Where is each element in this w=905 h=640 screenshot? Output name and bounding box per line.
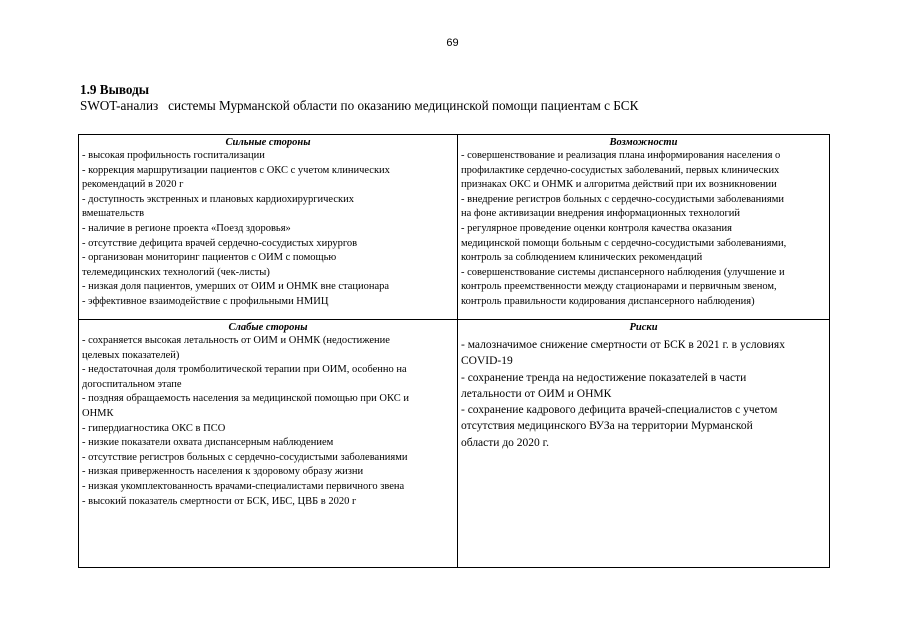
swot-table	[78, 134, 830, 568]
section-subheading: SWOT-анализ системы Мурманской области по оказанию медицинской помощи пациентам с БСК	[80, 98, 639, 113]
strengths-line: - низкая доля пациентов, умерших от ОИМ и ОНМК вне стационара	[82, 281, 390, 293]
strengths-line: - эффективное взаимодействие с профильными НМИЦ	[82, 295, 329, 307]
strengths-line: - коррекция маршрутизации пациентов с ОКС с учетом клинических	[82, 164, 390, 176]
opportunities-line: контроль за соблюдением клинических рекомендаций	[461, 252, 703, 264]
threats-line: - сохранение кадрового дефицита врачей-специалистов с учетом	[461, 404, 778, 417]
opportunities-title: Возможности	[609, 137, 678, 148]
opportunities-cell	[458, 135, 830, 320]
strengths-line: - доступность экстренных и плановых кардиохирургических	[82, 193, 354, 205]
swot-row-top	[79, 135, 830, 320]
threats-cell	[458, 320, 830, 568]
weaknesses-line: - низкая приверженность населения к здоровому образу жизни	[82, 466, 364, 478]
opportunities-line: контроль преемственности между стационарами и первичным звеном,	[461, 281, 777, 293]
threats-line: области до 2020 г.	[461, 436, 549, 449]
weaknesses-list	[82, 334, 454, 509]
weaknesses-line: - низкие показатели охвата диспансерным наблюдением	[82, 437, 334, 449]
strengths-line: - высокая профильность госпитализации	[82, 150, 265, 161]
strengths-list	[82, 149, 454, 310]
weaknesses-line: - сохраняется высокая летальность от ОИМ и ОНМК (недостижение	[82, 335, 390, 346]
opportunities-line: - внедрение регистров больных с сердечно-сосудистыми заболеваниями	[461, 193, 784, 205]
threats-list	[461, 334, 826, 451]
weaknesses-line: - поздняя обращаемость населения за медицинской помощью при ОКС и	[82, 393, 409, 405]
opportunities-line: контроль правильности кодирования диспансерного наблюдения)	[461, 295, 755, 307]
weaknesses-line: целевых показателей)	[82, 349, 180, 361]
strengths-line: - наличие в регионе проекта «Поезд здоровья»	[82, 222, 291, 234]
strengths-line: телемедицинских технологий (чек-листы)	[82, 266, 270, 278]
opportunities-list	[461, 149, 826, 310]
threats-title: Риски	[629, 322, 658, 333]
opportunities-line: признаках ОКС и ОНМК и алгоритма действий при их возникновении	[461, 179, 777, 191]
threats-line: COVID-19	[461, 355, 513, 368]
strengths-line: - организован мониторинг пациентов с ОИМ с помощью	[82, 252, 337, 264]
weaknesses-line: ОНМК	[82, 407, 114, 419]
strengths-line: вмешательств	[82, 208, 145, 220]
opportunities-line: - совершенствование системы диспансерного наблюдения (улучшение и	[461, 266, 785, 278]
weaknesses-line: - высокий показатель смертности от БСК, ИБС, ЦВБ в 2020 г	[82, 495, 357, 507]
strengths-line: - отсутствие дефицита врачей сердечно-сосудистых хирургов	[82, 237, 358, 249]
section-heading: 1.9 Выводы	[80, 82, 150, 97]
swot-row-bottom	[79, 320, 830, 568]
threats-line: отсутствия медицинского ВУЗа на территории Мурманской	[461, 420, 753, 433]
opportunities-line: медицинской помощи больным с сердечно-сосудистыми заболеваниями,	[461, 237, 787, 249]
weaknesses-title: Слабые стороны	[228, 322, 308, 333]
strengths-title: Сильные стороны	[225, 137, 311, 148]
weaknesses-line: - гипердиагностика ОКС в ПСО	[82, 422, 226, 434]
opportunities-line: на фоне активизации внедрения информационных технологий	[461, 208, 741, 220]
opportunities-line: - совершенствование и реализация плана информирования населения о	[461, 150, 781, 161]
weaknesses-line: - низкая укомплектованность врачами-специалистами первичного звена	[82, 480, 405, 492]
opportunities-line: профилактике сердечно-сосудистых заболеваний, первых клинических	[461, 164, 780, 176]
page-number: 69	[446, 37, 459, 49]
threats-line: летальности от ОИМ и ОНМК	[461, 387, 612, 400]
weaknesses-cell	[79, 320, 458, 568]
weaknesses-line: догоспитальном этапе	[82, 378, 182, 390]
strengths-line: рекомендаций в 2020 г	[82, 179, 184, 191]
strengths-cell	[79, 135, 458, 320]
weaknesses-line: - отсутствие регистров больных с сердечно-сосудистыми заболеваниями	[82, 451, 408, 463]
opportunities-line: - регулярное проведение оценки контроля качества оказания	[461, 222, 732, 234]
threats-line: - сохранение тренда на недостижение показателей в части	[461, 371, 747, 384]
threats-line: - малозначимое снижение смертности от БСК в 2021 г. в условиях	[461, 339, 785, 351]
weaknesses-line: - недостаточная доля тромболитической терапии при ОИМ, особенно на	[82, 364, 407, 376]
